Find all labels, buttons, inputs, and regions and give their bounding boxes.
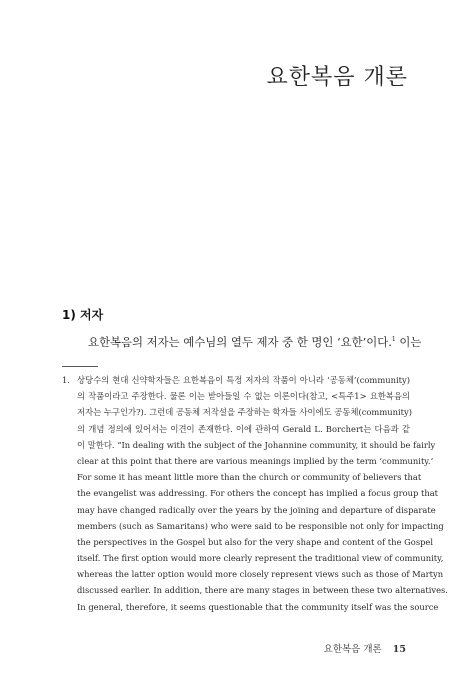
footnote-line: may have changed radically over the years by the joining and departure of disparate bbox=[77, 504, 436, 515]
footnote-line: 의 개념 정의에 있어서는 이견이 존재한다. 이에 관하여 Gerald L. Borchert는 다음과 같 bbox=[77, 423, 410, 434]
footnote-line: the perspectives in the Gospel but also for the very shape and content of the Gospel bbox=[77, 536, 434, 547]
running-title: 요한복음 개론 bbox=[323, 644, 382, 655]
footnote-line: 이 말한다. “In dealing with the subject of the Johannine community, it should be fairly bbox=[77, 439, 436, 450]
footnote-line: In general, therefore, it seems questionable that the community itself was the source bbox=[77, 601, 439, 612]
body-paragraph bbox=[62, 330, 422, 352]
footnote-number: 1. bbox=[62, 375, 70, 385]
footnote-rule bbox=[62, 366, 98, 367]
page-footer bbox=[324, 641, 406, 655]
footnote bbox=[62, 372, 448, 615]
footnote-line: 의 작품이라고 주장한다. 물론 이는 받아들일 수 없는 이론이다(참고, <특주1> 요한복음의 bbox=[77, 391, 410, 402]
body-text-tail: 이는 bbox=[395, 334, 422, 349]
body-text: 요한복음의 저자는 예수님의 열두 제자 중 한 명인 ‘요한’이다. bbox=[88, 334, 392, 349]
footnote-line: itself. The first option would more clearly represent the traditional view of community, bbox=[77, 553, 444, 564]
page-number: 15 bbox=[392, 644, 406, 655]
chapter-title: 요한복음 개론 bbox=[266, 65, 408, 90]
footnote-line: 1. 상당수의 현대 신약학자들은 요한복음이 특정 저자의 작품이 아니라 ‘공동체’(community) bbox=[62, 372, 410, 388]
footnote-line: whereas the latter option would more closely represent views such as those of Martyn bbox=[77, 569, 444, 580]
footnote-line: 저자는 누구인가?). 그런데 공동체 저작설을 주장하는 학자들 사이에도 공동체(community) bbox=[77, 407, 412, 418]
footnote-reference[interactable]: 1 bbox=[391, 336, 396, 343]
footnote-line: clear at this point that there are various meanings implied by the term ‘community.’ bbox=[77, 455, 434, 466]
footnote-line: the evangelist was addressing. For others the concept has implied a focus group that bbox=[77, 488, 439, 499]
footnote-line: For some it has meant little more than the church or community of believers that bbox=[77, 472, 422, 483]
footnote-line: discussed earlier. In addition, there are many stages in between these two alternatives. bbox=[77, 585, 448, 596]
section-heading: 1) 저자 bbox=[62, 308, 104, 322]
footnote-line: members (such as Samaritans) who were said to be responsible not only for impacting bbox=[77, 520, 444, 531]
